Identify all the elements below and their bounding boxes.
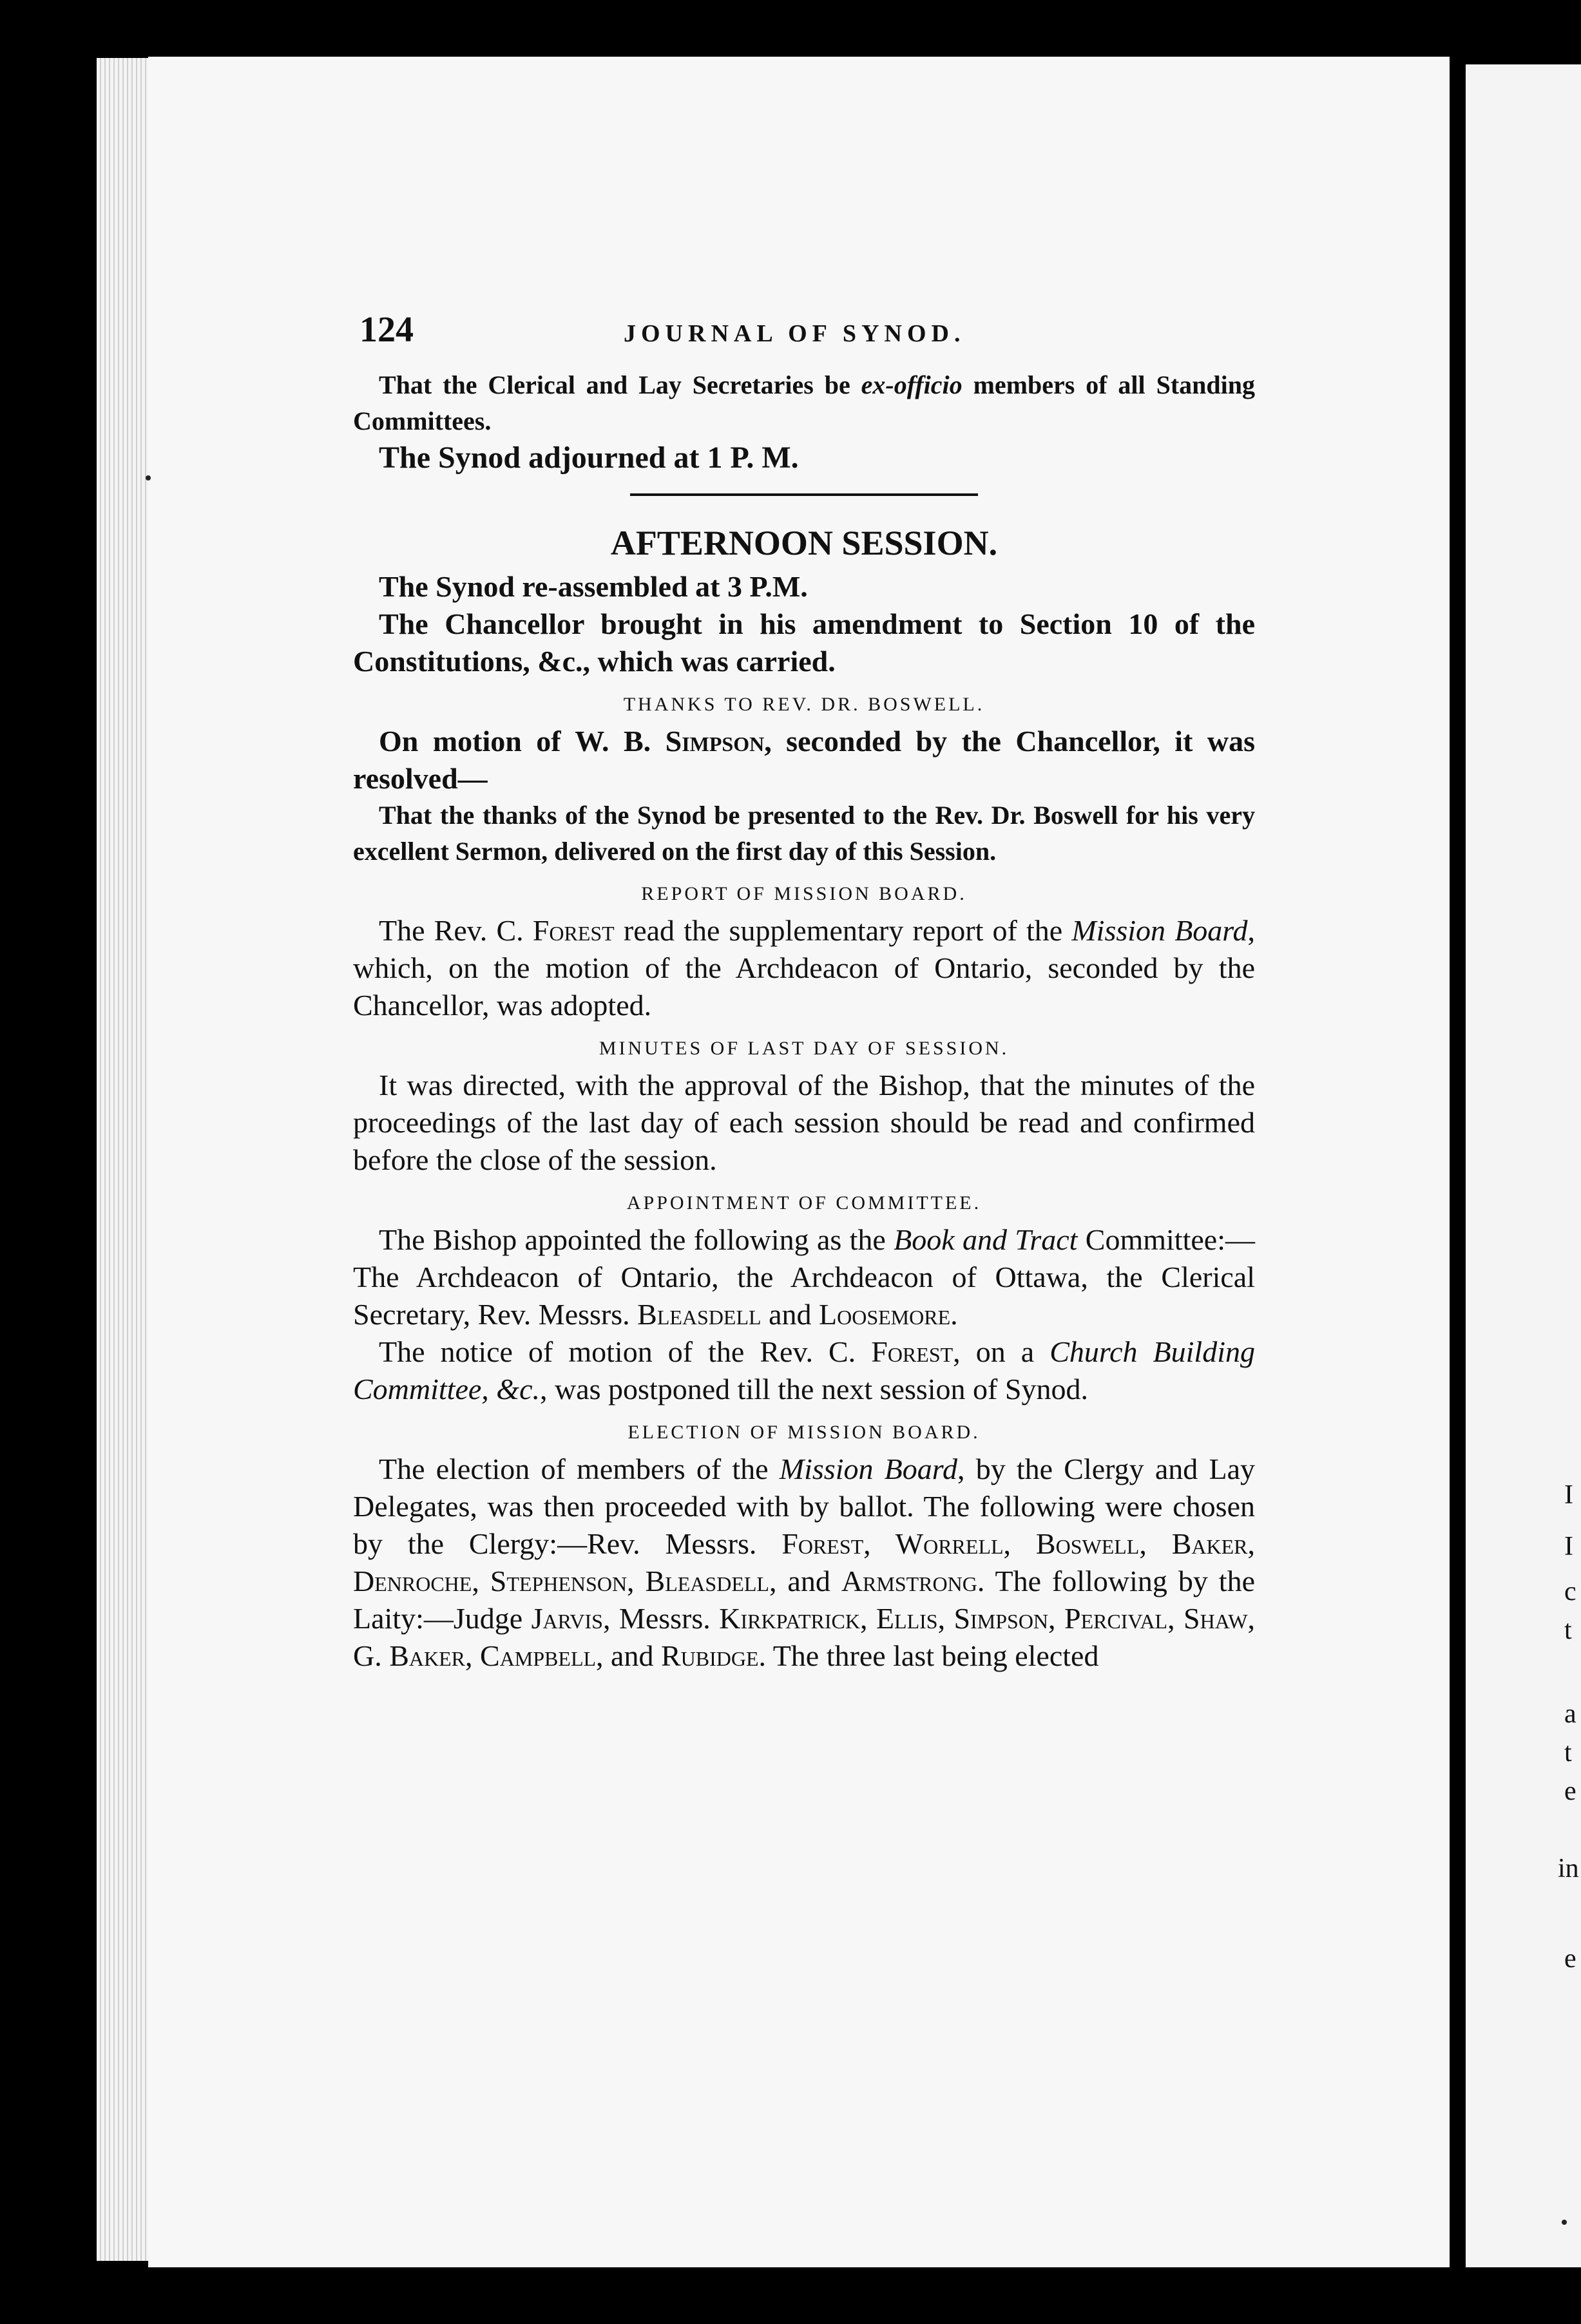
session-title: AFTERNOON SESSION. [610, 524, 998, 562]
adjournment: The Synod adjourned at 1 P. M. [379, 441, 799, 475]
running-title: JOURNAL OF SYNOD. [624, 320, 966, 347]
adjacent-page-fragment: in [1558, 1854, 1579, 1883]
section-heading-thanks: THANKS TO REV. DR. BOSWELL. [623, 694, 985, 715]
adjacent-page-fragment: I [1564, 1532, 1573, 1561]
page-edges [97, 58, 155, 2261]
secretaries-resolution: That the Clerical and Lay Secretaries be ex-officio members of all Standing Committees. [353, 370, 1255, 435]
minutes-text: It was directed, with the approval of the Bishop, that the minutes of the proceedings of the last day of each session should be read and confirmed before the close of the session. [353, 1069, 1255, 1176]
adjacent-page-fragment: t [1564, 1615, 1572, 1645]
church-building-notice: The notice of motion of the Rev. C. Forest, on a Church Building Committee, &c., was postponed till the next session of Synod. [353, 1335, 1255, 1405]
running-head [353, 309, 1255, 367]
thanks-resolution: That the thanks of the Synod be presented to the Rev. Dr. Boswell for his very excellent Sermon, delivered on the first day of this Session. [353, 801, 1255, 866]
adjacent-page-fragment: c [1564, 1577, 1576, 1606]
margin-dot [146, 475, 151, 481]
chancellor-amendment: The Chancellor brought in his amendment to Section 10 of the Constitutions, &c., which was carried. [353, 607, 1255, 678]
page-number: 124 [359, 310, 414, 350]
adjacent-page-fragment: t [1564, 1738, 1572, 1767]
election-text: The election of members of the Mission Board, by the Clergy and Lay Delegates, was then proceeded with by ballot. The following were chosen by the Clergy:—Rev. Messrs. Forest, Worrell, Boswell, Baker, Denroche, Stephenson, Bleasdell, and Armstrong. The following by the Laity:—Judge Jarvis, Messrs. Kirkpatrick, Ellis, Simpson, Percival, Shaw, G. Baker, Campbell, and Rubidge. The three last being elected [353, 1452, 1256, 1672]
section-heading-election: ELECTION OF MISSION BOARD. [628, 1422, 981, 1443]
section-rule [630, 493, 978, 496]
mission-report-text: The Rev. C. Forest read the supplementary report of the Mission Board, which, on the motion of the Archdeacon of Ontario, seconded by the Chancellor, was adopted. [353, 914, 1255, 1022]
adjacent-page-fragment: e [1564, 1776, 1576, 1806]
margin-dot [1562, 2220, 1567, 2225]
committee-text: The Bishop appointed the following as the Book and Tract Committee:—The Archdeacon of Ontario, the Archdeacon of Ottawa, the Clerical Secretary, Rev. Messrs. Bleasdell and Loosemore. [353, 1223, 1255, 1331]
adjacent-page [1466, 64, 1581, 2267]
adjacent-page-fragment: e [1564, 1944, 1576, 1974]
section-heading-minutes: MINUTES OF LAST DAY OF SESSION. [599, 1038, 1010, 1059]
section-heading-mission-report: REPORT OF MISSION BOARD. [641, 883, 967, 904]
thanks-motion: On motion of W. B. Simpson, seconded by the Chancellor, it was resolved— [353, 725, 1255, 795]
adjacent-page-fragment: a [1564, 1699, 1576, 1729]
page-text [353, 309, 1255, 1675]
adjacent-page-fragment: I [1564, 1480, 1573, 1510]
reassembled: The Synod re-assembled at 3 P.M. [379, 570, 808, 603]
section-heading-committee: APPOINTMENT OF COMMITTEE. [626, 1192, 982, 1214]
